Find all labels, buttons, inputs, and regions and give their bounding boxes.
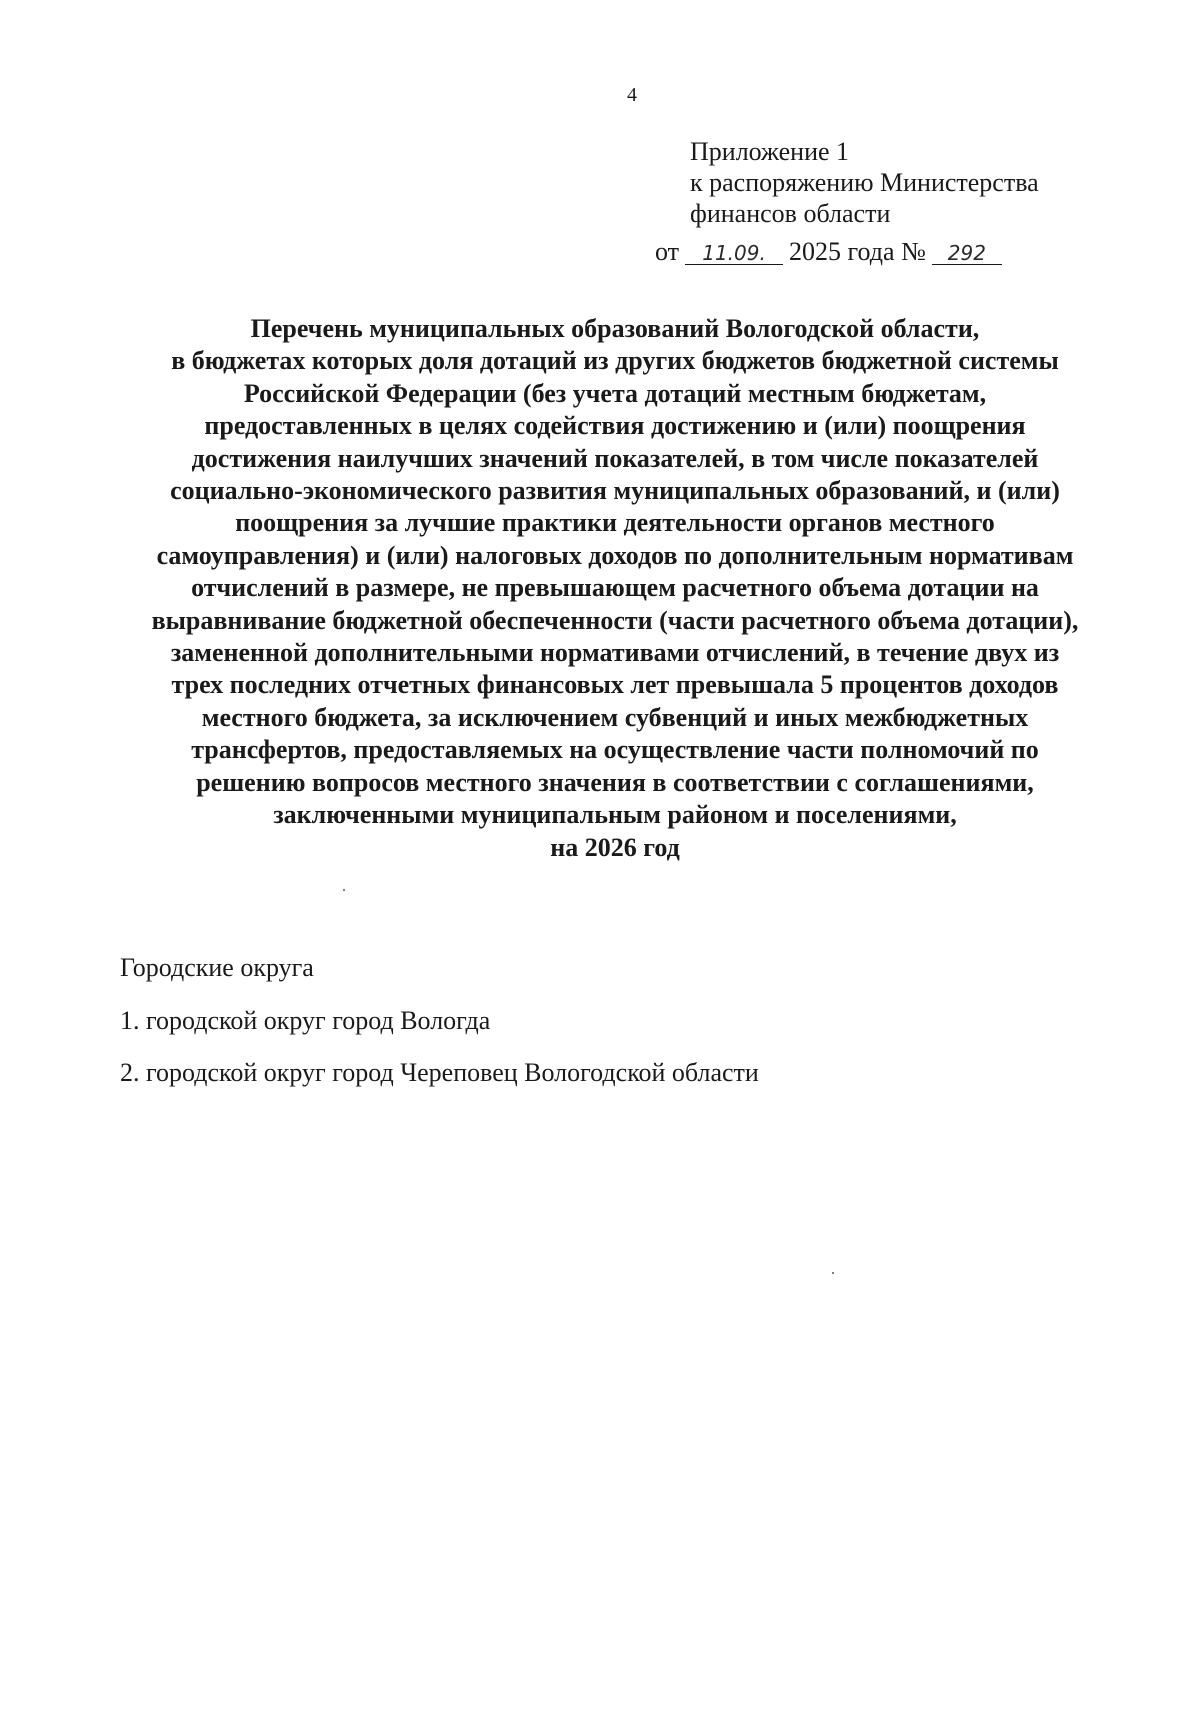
appendix-line-3: финансов области: [690, 199, 891, 228]
title-line: выравнивание бюджетной обеспеченности (части расчетного объема дотации),: [151, 605, 1079, 635]
title-line: трех последних отчетных финансовых лет превышала 5 процентов доходов: [171, 670, 1059, 700]
appendix-line-1: Приложение 1: [690, 137, 850, 166]
date-mid-text: 2025 года №: [789, 237, 926, 266]
title-line: на 2026 год: [550, 832, 680, 862]
list-item: 1. городской округ город Вологда: [120, 1006, 491, 1035]
title-line: местного бюджета, за исключением субвенций и иных межбюджетных: [201, 702, 1029, 732]
list-item: 2. городской округ город Череповец Вологодской области: [120, 1058, 759, 1087]
handwritten-date: 11.09.: [685, 242, 783, 265]
title-line: заключенными муниципальным районом и поселениями,: [273, 800, 957, 830]
section-heading: Городские округа: [120, 953, 314, 982]
title-line: трансфертов, предоставляемых на осуществление части полномочий по: [191, 735, 1039, 765]
title-line: в бюджетах которых доля дотаций из других бюджетов бюджетной системы: [171, 346, 1059, 376]
document-title: [60, 313, 1170, 864]
title-line: Перечень муниципальных образований Вологодской области,: [250, 314, 980, 343]
title-line: самоуправления) и (или) налоговых доходов по дополнительным нормативам: [156, 540, 1074, 570]
appendix-line-2: к распоряжению Министерства: [690, 168, 1039, 197]
handwritten-number: 292: [932, 242, 1002, 265]
scan-speck: [343, 889, 345, 891]
title-line: достижения наилучших значений показателей, в том числе показателей: [191, 443, 1039, 473]
title-line: поощрения за лучшие практики деятельности органов местного: [235, 508, 995, 538]
title-line: социально-экономического развития муниципальных образований, и (или): [170, 476, 1060, 506]
appendix-header: [690, 136, 1039, 229]
title-line: отчислений в размере, не превышающем расчетного объема дотации на: [191, 573, 1039, 603]
scan-speck: [832, 1272, 834, 1274]
title-line: замененной дополнительными нормативами отчислений, в течение двух из: [170, 638, 1060, 668]
title-line: решению вопросов местного значения в соответствии с соглашениями,: [196, 767, 1034, 797]
appendix-date-line: [655, 237, 1002, 267]
title-line: предоставленных в целях содействия достижению и (или) поощрения: [204, 411, 1026, 441]
title-line: Российской Федерации (без учета дотаций местным бюджетам,: [243, 378, 987, 408]
date-prefix: от: [655, 237, 680, 266]
page-number: 4: [627, 84, 637, 106]
